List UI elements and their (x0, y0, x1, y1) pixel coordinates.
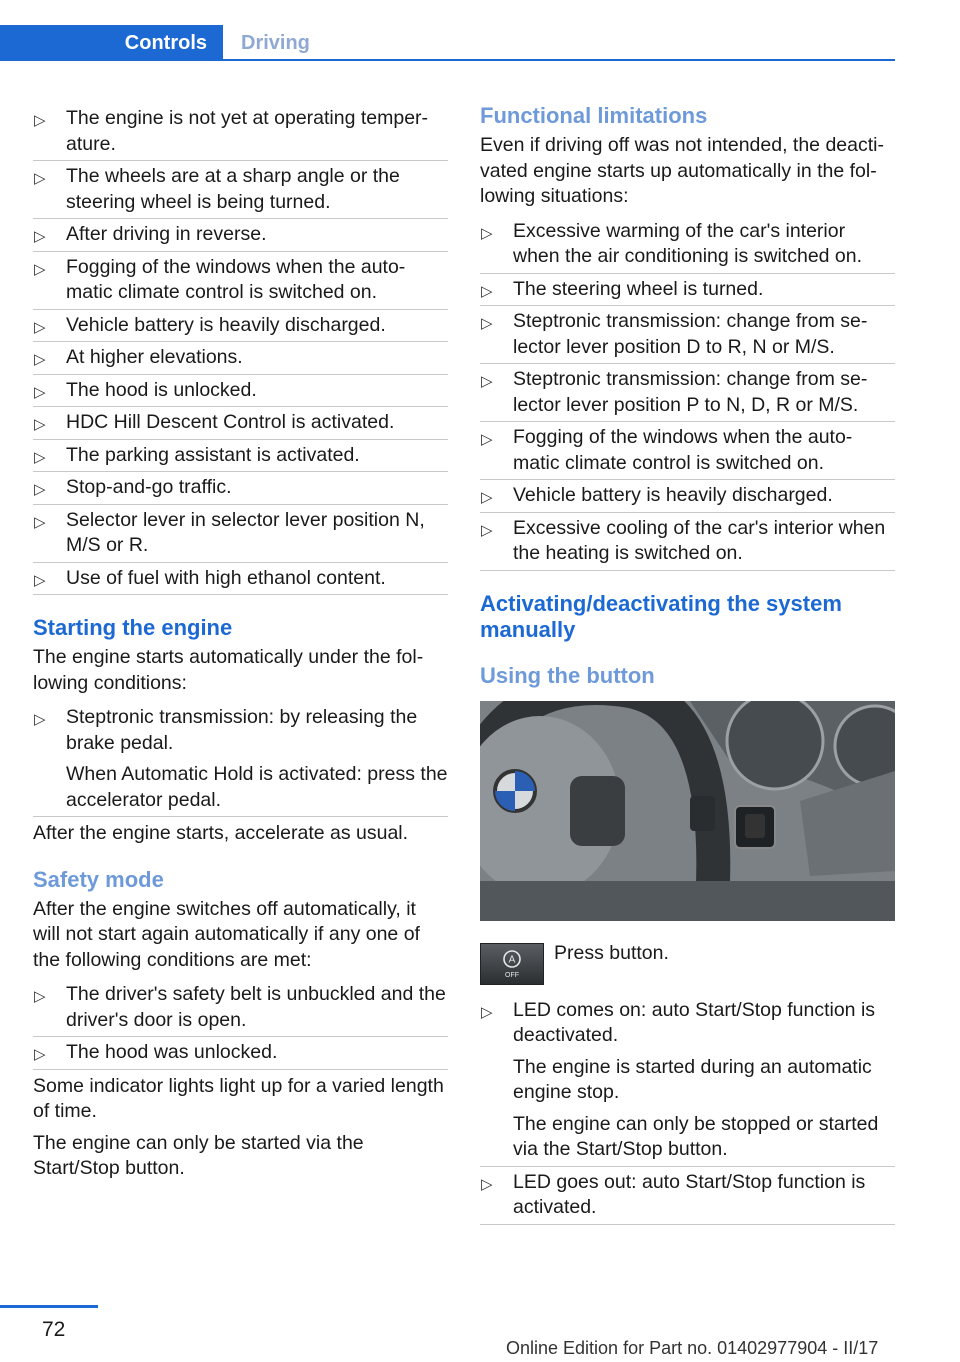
functional-intro: Even if driving off was not intended, the deacti‐vated engine starts up automatically in the fol‐lowing situations: (480, 134, 884, 207)
list-item (33, 219, 448, 252)
tab-controls[interactable] (0, 25, 223, 61)
list-item-text: Steptronic transmission: change from se‐lector lever position D to R, N or M/S. (513, 310, 868, 358)
list-item-text: Excessive cooling of the car's interior when the heating is switched on. (513, 516, 886, 564)
list-item (33, 440, 448, 473)
triangle-bullet-icon: ▷ (481, 431, 493, 448)
list-item-text: HDC Hill Descent Control is activated. (66, 411, 395, 433)
triangle-bullet-icon: ▷ (34, 318, 46, 336)
triangle-bullet-icon: ▷ (34, 481, 46, 498)
list-item-text: The driver's safety belt is unbuckled and the driver's door is open. (66, 983, 446, 1031)
list-item-text: After driving in reverse. (66, 223, 267, 245)
list-item-subtext: The engine is started during an automatic engine stop. (513, 1055, 872, 1103)
led-list (480, 995, 895, 1225)
triangle-bullet-icon: ▷ (34, 260, 46, 278)
starting-list (33, 702, 448, 817)
list-item-text: The steering wheel is turned. (513, 277, 764, 300)
list-item-text: Fogging of the windows when the auto‐matic climate control is switched on. (513, 426, 853, 474)
list-item-text: The wheels are at a sharp angle or the steering wheel is being turned. (66, 165, 400, 213)
triangle-bullet-icon: ▷ (34, 351, 46, 368)
startstop-text: The engine can only be started via the Start/Stop button. (33, 1131, 364, 1179)
list-item-text: The hood is unlocked. (66, 378, 257, 401)
triangle-bullet-icon: ▷ (34, 513, 46, 531)
list-item (33, 103, 448, 161)
footer-rule (0, 1305, 98, 1308)
triangle-bullet-icon: ▷ (481, 1175, 493, 1193)
starting-intro: The engine starts automatically under the fol‐lowing conditions: (33, 646, 424, 694)
indicator-text: Some indicator lights light up for a varied length of time. (33, 1074, 444, 1122)
press-button-row (480, 943, 895, 987)
list-item (33, 979, 448, 1037)
functional-list (480, 216, 895, 571)
start-stop-off-button-icon (480, 943, 544, 985)
steering-wheel-photo (480, 701, 895, 921)
steering-wheel-illustration (480, 701, 895, 921)
list-item (33, 310, 448, 343)
using-button-heading: Using the button (480, 662, 655, 688)
right-column (480, 103, 895, 1225)
list-item (480, 306, 895, 364)
triangle-bullet-icon: ▷ (481, 521, 493, 539)
after-start-text: After the engine starts, accelerate as usual. (33, 822, 409, 844)
list-item-text: LED comes on: auto Start/Stop function is deactivated. (513, 998, 876, 1046)
list-item-text: Excessive warming of the car's interior when the air conditioning is switched on. (513, 219, 863, 267)
safety-list (33, 979, 448, 1070)
list-item (480, 480, 895, 513)
list-item-text: Steptronic transmission: change from se‐lector lever position P to N, D, R or M/S. (513, 368, 868, 416)
triangle-bullet-icon: ▷ (34, 416, 46, 433)
list-item-text: The hood was unlocked. (66, 1041, 278, 1063)
list-item (33, 161, 448, 219)
list-item-text: Stop-and-go traffic. (66, 476, 232, 498)
triangle-bullet-icon: ▷ (481, 315, 493, 332)
list-item (33, 375, 448, 408)
list-item (33, 472, 448, 505)
tab-driving[interactable]: Driving (241, 32, 310, 54)
page-number: 72 (42, 1318, 66, 1341)
triangle-bullet-icon: ▷ (34, 1046, 46, 1063)
svg-text:OFF: OFF (505, 971, 519, 979)
list-item (33, 1037, 448, 1070)
edition-text: Online Edition for Part no. 01402977904 - II/17 (506, 1338, 879, 1358)
safety-heading: Safety mode (33, 866, 164, 892)
list-item-text: Fogging of the windows when the auto‐matic climate control is switched on. (66, 255, 406, 303)
list-item (33, 505, 448, 563)
activating-heading: Activating/deactivating the system manually (480, 590, 842, 642)
list-item-subtext: The engine can only be stopped or started via the Start/Stop button. (513, 1112, 879, 1160)
conditions-list (33, 103, 448, 595)
list-item-subtext: When Automatic Hold is activated: press the accelerator pedal. (66, 763, 448, 811)
list-item-text: The engine is not yet at operating temper‐ature. (66, 107, 429, 155)
list-item (33, 563, 448, 596)
triangle-bullet-icon: ▷ (481, 282, 493, 300)
functional-limitations-heading: Functional limitations (480, 103, 708, 128)
triangle-bullet-icon: ▷ (34, 711, 46, 728)
list-item (480, 513, 895, 571)
triangle-bullet-icon: ▷ (481, 373, 493, 390)
list-item (33, 407, 448, 440)
triangle-bullet-icon: ▷ (34, 988, 46, 1005)
auto-start-stop-icon (499, 949, 525, 979)
triangle-bullet-icon: ▷ (481, 489, 493, 506)
list-item (33, 252, 448, 310)
list-item (480, 1167, 895, 1225)
triangle-bullet-icon: ▷ (34, 571, 46, 589)
list-item-text: Selector lever in selector lever position N, M/S or R. (66, 508, 425, 556)
tab-underline (223, 59, 895, 61)
press-button-text: Press button. (554, 941, 669, 964)
list-item (480, 422, 895, 480)
list-item-text: Use of fuel with high ethanol content. (66, 566, 386, 589)
list-item-text: Vehicle battery is heavily discharged. (513, 484, 833, 506)
triangle-bullet-icon: ▷ (481, 224, 493, 242)
triangle-bullet-icon: ▷ (34, 112, 46, 129)
starting-heading: Starting the engine (33, 615, 233, 640)
list-item (480, 274, 895, 307)
triangle-bullet-icon: ▷ (34, 383, 46, 401)
tab-controls-label: Controls (124, 32, 207, 54)
triangle-bullet-icon: ▷ (34, 228, 46, 245)
list-item (480, 364, 895, 422)
safety-intro: After the engine switches off automatically, it will not start again automatically if any one of the following conditions are met: (33, 897, 420, 971)
list-item-text: Steptronic transmission: by releasing the brake pedal. (66, 706, 418, 754)
svg-text:A: A (508, 954, 516, 965)
list-item (33, 702, 448, 817)
triangle-bullet-icon: ▷ (34, 448, 46, 466)
triangle-bullet-icon: ▷ (34, 170, 46, 187)
chapter-tabs (0, 25, 895, 61)
list-item-text: At higher elevations. (66, 346, 243, 368)
list-item (33, 342, 448, 375)
list-item-text: The parking assistant is activated. (66, 443, 360, 466)
list-item (480, 995, 895, 1167)
left-column (33, 103, 448, 1188)
triangle-bullet-icon: ▷ (481, 1003, 493, 1021)
list-item (480, 216, 895, 274)
list-item-text: Vehicle battery is heavily discharged. (66, 313, 386, 336)
list-item-text: LED goes out: auto Start/Stop function is activated. (513, 1170, 866, 1218)
